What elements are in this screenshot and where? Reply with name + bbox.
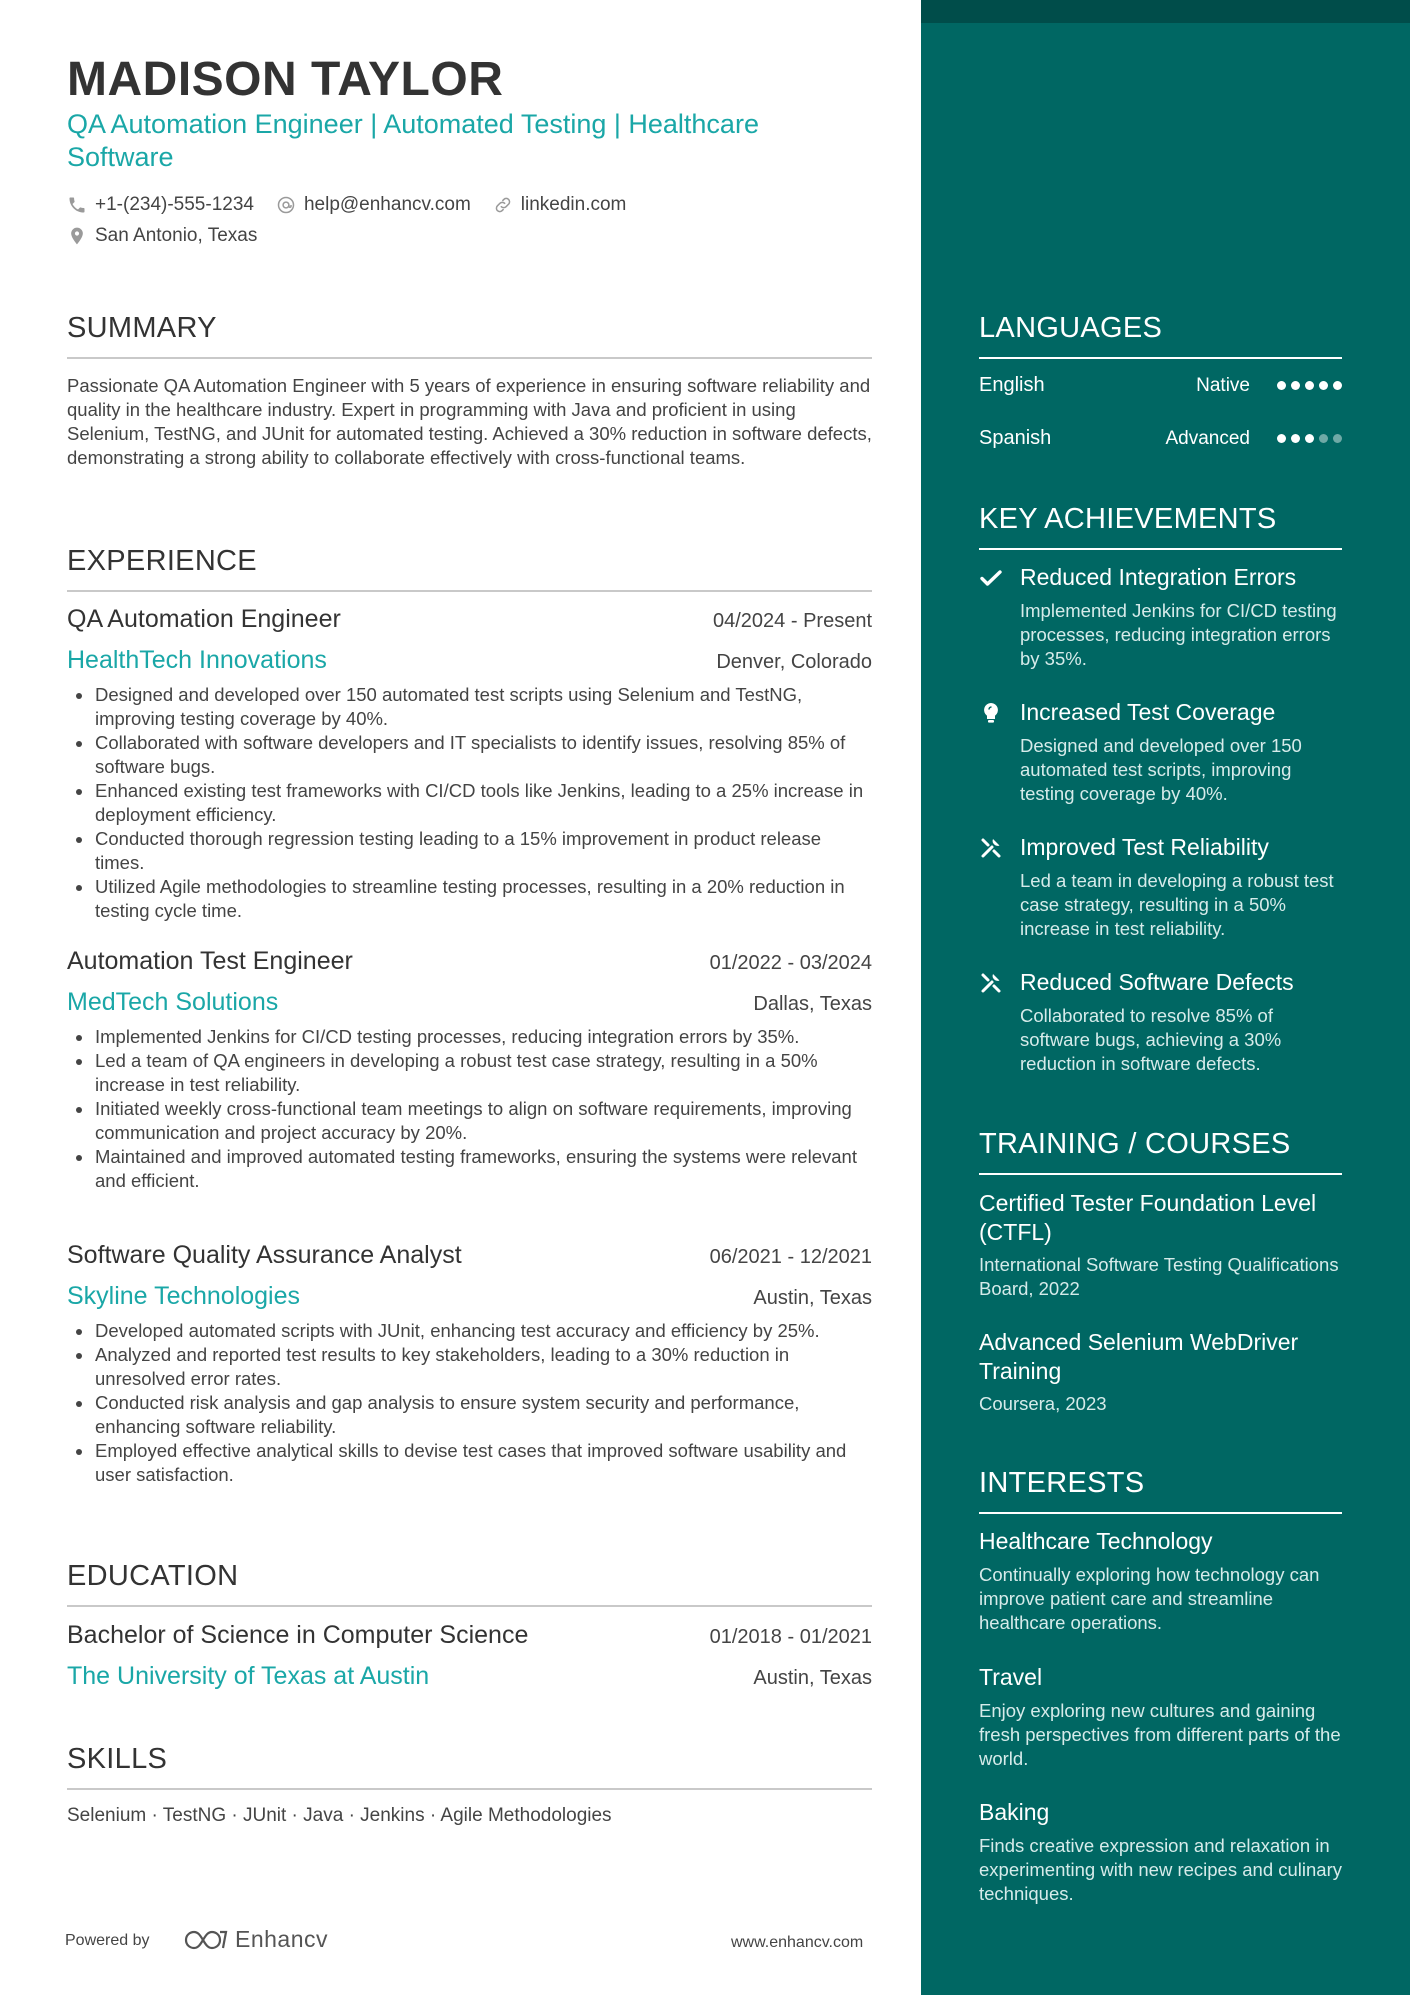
contact-linkedin[interactable]: [493, 194, 627, 216]
rating-dot-filled: [1277, 434, 1286, 443]
candidate-name: MADISON TAYLOR: [67, 53, 504, 106]
job-bullet: Employed effective analytical skills to devise test cases that improved software usability and user satisfaction.: [67, 1439, 872, 1487]
job-bullet: Implemented Jenkins for CI/CD testing processes, reducing integration errors by 35%.: [67, 1025, 872, 1049]
course-title: Advanced Selenium WebDriver Training: [979, 1329, 1299, 1384]
achievement-desc: Collaborated to resolve 85% of software bugs, achieving a 30% reduction in software defects.: [1020, 1005, 1282, 1074]
sidebar-top-bar: [921, 0, 1410, 23]
enhancv-logo[interactable]: [183, 1926, 328, 1953]
job-title: Automation Test Engineer: [67, 947, 353, 975]
experience-heading: EXPERIENCE: [67, 545, 872, 592]
interest-title: Healthcare Technology: [979, 1528, 1213, 1554]
rating-dot-filled: [1277, 381, 1286, 390]
course-title: Certified Tester Foundation Level (CTFL): [979, 1190, 1317, 1245]
job-location: Dallas, Texas: [753, 993, 872, 1015]
school-location: Austin, Texas: [753, 1667, 872, 1689]
interest-title: Travel: [979, 1664, 1043, 1690]
interest-title: Baking: [979, 1799, 1050, 1825]
language-level: Advanced: [1165, 427, 1250, 449]
phone-icon: [67, 195, 87, 215]
sidebar: [921, 0, 1410, 1995]
job-entry: [67, 605, 872, 923]
achievement-desc: Led a team in developing a robust test case strategy, resulting in a 50% increase in test reliability.: [1020, 870, 1334, 939]
headline: QA Automation Engineer | Automated Testing | Healthcare Software: [67, 109, 759, 172]
summary-heading: SUMMARY: [67, 312, 872, 359]
job-dates: 04/2024 - Present: [713, 610, 872, 632]
phone-text: +1-(234)-555-1234: [95, 194, 254, 215]
job-title: QA Automation Engineer: [67, 605, 341, 633]
achievement-item: [979, 564, 1342, 671]
footer-url[interactable]: www.enhancv.com: [731, 1934, 864, 1951]
skills-heading: SKILLS: [67, 1743, 872, 1790]
job-company: HealthTech Innovations: [67, 646, 327, 674]
skills-list: Selenium · TestNG · JUnit · Java · Jenkins · Agile Methodologies: [67, 1805, 612, 1826]
job-location: Austin, Texas: [753, 1287, 872, 1309]
degree-title: Bachelor of Science in Computer Science: [67, 1621, 529, 1649]
education-entry: [67, 1621, 872, 1691]
education-dates: 01/2018 - 01/2021: [709, 1626, 872, 1648]
enhancv-brand-text: Enhancv: [235, 1926, 329, 1952]
rating-dot-filled: [1291, 434, 1300, 443]
language-row: [979, 427, 1342, 450]
achievement-title: Increased Test Coverage: [1020, 699, 1276, 725]
training-heading: TRAINING / COURSES: [979, 1128, 1342, 1175]
job-bullet: Developed automated scripts with JUnit, enhancing test accuracy and efficiency by 25%.: [67, 1319, 872, 1343]
job-bullets: [67, 1319, 872, 1487]
job-bullets: [67, 683, 872, 923]
job-bullet: Utilized Agile methodologies to streamline testing processes, resulting in a 20% reduction in testing cycle time.: [67, 875, 872, 923]
job-bullet: Collaborated with software developers and IT specialists to identify issues, resolving 85% of software bugs.: [67, 731, 872, 779]
achievement-item: [979, 834, 1342, 941]
job-entry: [67, 1241, 872, 1487]
language-name: Spanish: [979, 427, 1052, 449]
course-meta: Coursera, 2023: [979, 1393, 1107, 1414]
education-heading: EDUCATION: [67, 1560, 872, 1607]
job-bullet: Analyzed and reported test results to key stakeholders, leading to a 30% reduction in unresolved error rates.: [67, 1343, 872, 1391]
contact-phone: [67, 194, 254, 216]
location-text: San Antonio, Texas: [95, 225, 258, 246]
interest-item: [979, 1799, 1342, 1906]
tools-icon: [979, 971, 1003, 995]
contact-email[interactable]: [276, 194, 471, 216]
job-entry: [67, 947, 872, 1193]
language-level: Native: [1196, 374, 1250, 396]
enhancv-mark-icon: [183, 1927, 229, 1953]
tools-icon: [979, 836, 1003, 860]
achievement-item: [979, 969, 1342, 1076]
job-company: Skyline Technologies: [67, 1282, 301, 1310]
powered-by-label: Powered by: [65, 1932, 150, 1949]
job-dates: 01/2022 - 03/2024: [709, 952, 872, 974]
interest-item: [979, 1528, 1342, 1635]
rating-dot-filled: [1305, 381, 1314, 390]
job-bullet: Conducted thorough regression testing leading to a 15% improvement in product release times.: [67, 827, 872, 875]
achievement-title: Reduced Software Defects: [1020, 969, 1294, 995]
rating-dot-filled: [1333, 381, 1342, 390]
course-item: [979, 1189, 1342, 1301]
contact-location: [67, 225, 257, 247]
interest-desc: Enjoy exploring new cultures and gaining fresh perspectives from different parts of the world.: [979, 1700, 1341, 1769]
job-bullets: [67, 1025, 872, 1193]
achievement-desc: Designed and developed over 150 automated test scripts, improving testing coverage by 40%.: [1020, 735, 1302, 804]
summary-text: Passionate QA Automation Engineer with 5 years of experience in ensuring software reliability and quality in the healthcare industry. Expert in programming with Java and proficient in using Selenium, TestNG, and JUnit for automated testing. Achieved a 30% reduction in software defects, demonstrating a strong ability to collaborate effectively with cross-functional teams.: [67, 375, 872, 468]
course-item: [979, 1328, 1342, 1416]
email-text: help@enhancv.com: [303, 194, 471, 215]
rating-dot-filled: [1291, 381, 1300, 390]
location-pin-icon: [67, 226, 87, 246]
interest-item: [979, 1664, 1342, 1771]
language-name: English: [979, 374, 1045, 396]
job-title: Software Quality Assurance Analyst: [67, 1241, 462, 1269]
achievements-heading: KEY ACHIEVEMENTS: [979, 503, 1342, 550]
check-icon: [979, 566, 1003, 590]
language-rating: [1272, 381, 1342, 390]
job-dates: 06/2021 - 12/2021: [709, 1246, 872, 1268]
contact-row-2: [67, 225, 279, 247]
job-bullet: Designed and developed over 150 automated test scripts using Selenium and TestNG, improving testing coverage by 40%.: [67, 683, 872, 731]
job-bullet: Maintained and improved automated testing frameworks, ensuring the systems were relevant and efficient.: [67, 1145, 872, 1193]
interests-heading: INTERESTS: [979, 1467, 1342, 1514]
at-icon: [276, 195, 296, 215]
rating-dot-empty: [1333, 434, 1342, 443]
job-bullet: Enhanced existing test frameworks with CI/CD tools like Jenkins, leading to a 25% increase in deployment efficiency.: [67, 779, 872, 827]
job-bullet: Conducted risk analysis and gap analysis to ensure system security and performance, enhancing software reliability.: [67, 1391, 872, 1439]
languages-heading: LANGUAGES: [979, 312, 1342, 359]
achievement-desc: Implemented Jenkins for CI/CD testing processes, reducing integration errors by 35%.: [1020, 600, 1337, 669]
rating-dot-filled: [1305, 434, 1314, 443]
job-location: Denver, Colorado: [716, 651, 872, 673]
school-name: The University of Texas at Austin: [67, 1662, 430, 1690]
rating-dot-empty: [1319, 434, 1328, 443]
link-icon: [493, 195, 513, 215]
linkedin-text: linkedin.com: [520, 194, 627, 215]
language-rating: [1272, 434, 1342, 443]
job-company: MedTech Solutions: [67, 988, 279, 1016]
job-bullet: Led a team of QA engineers in developing a robust test case strategy, resulting in a 50% increase in test reliability.: [67, 1049, 872, 1097]
achievement-item: [979, 699, 1342, 806]
achievement-title: Improved Test Reliability: [1020, 834, 1269, 860]
job-bullet: Initiated weekly cross-functional team meetings to align on software requirements, improving communication and project accuracy by 20%.: [67, 1097, 872, 1145]
lightbulb-icon: [979, 701, 1003, 725]
interest-desc: Finds creative expression and relaxation in experimenting with new recipes and culinary techniques.: [979, 1835, 1342, 1904]
interest-desc: Continually exploring how technology can improve patient care and streamline healthcare operations.: [979, 1564, 1320, 1633]
achievement-title: Reduced Integration Errors: [1020, 564, 1297, 590]
contact-row-1: [67, 194, 648, 216]
rating-dot-filled: [1319, 381, 1328, 390]
language-row: [979, 374, 1342, 397]
course-meta: International Software Testing Qualifications Board, 2022: [979, 1254, 1339, 1299]
